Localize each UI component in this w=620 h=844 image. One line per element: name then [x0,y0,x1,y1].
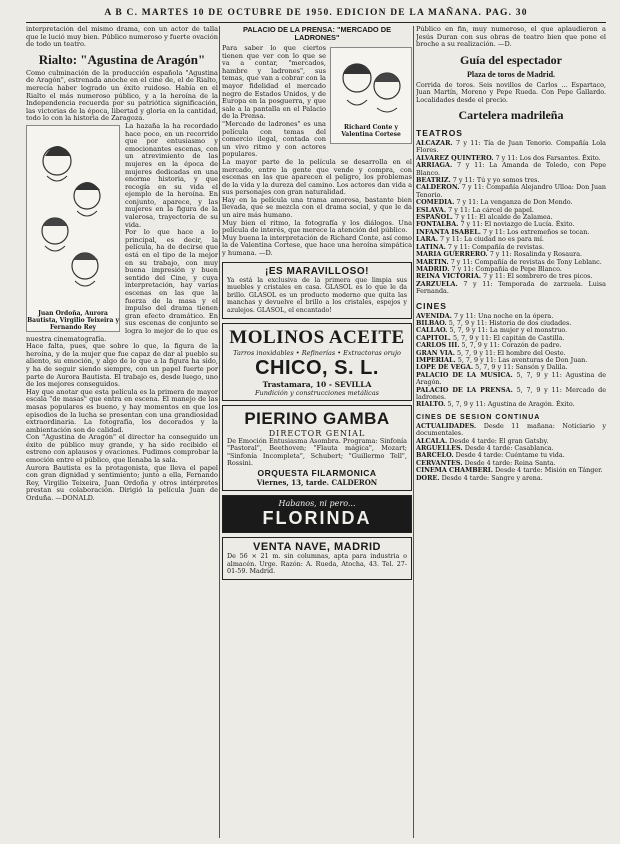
continua-entry-venue: DORE. [416,473,440,482]
cast-sketch-icon [27,126,119,306]
continua-entry-listing: Desde 4 tarde: Sangre y arena. [441,473,543,482]
teatro-entry-venue: LARA. [416,235,438,244]
cine-entry-venue: LOPE DE VEGA. [416,363,474,372]
article-paragraph: Hay en la película una trama amorosa, bastante bien llevada, que se mezcla con el drama social, y que le da un aire más humano. [222,195,412,220]
cine-entry-venue: AVENIDA. [416,311,452,320]
ad-molinos-footer: Fundición y construcciones metálicas [255,388,379,397]
article-paragraph: Aurora Bautista es la protagonista, que lleva el papel con gran dignidad y sentimiento; junto a ella, Fernando Rey, Virgilio Teixeira, Juan Ordoña y otros intérpretes prestan su colaboración. Dirigió la película Juan de Orduña. —DONALD. [26,463,218,503]
article-paragraph: Para saber lo que ciertos tienen que ver con lo que se va a contar, "mercados, hambre y ladrones", sus temas, que van a cobrar con la mayor fidelidad el mercado negro de Estados Unidos, y de Europa en la posguerra, y que sale a la pantalla en el Palacio de la Prensa. [222,44,326,121]
teatro-entry-listing: 7 y 11: Compañía Alejandro Ulloa: Don Juan Tenorio. [416,183,606,199]
cines-list [416,313,606,409]
ad-gamba-orchestra: ORQUESTA FILARMONICA [257,467,377,478]
cines-heading: CINES [416,300,447,311]
teatro-entry-venue: ESLAVA. [416,205,447,214]
cine-entry [416,401,606,408]
teatro-entry [416,281,606,296]
cine-entry-venue: PALACIO DE LA MUSICA. [416,370,513,379]
ad-molinos-title: MOLINOS ACEITE [229,326,405,348]
teatro-entry [416,184,606,199]
continua-entry [416,475,606,482]
article-paragraph: Hace falta, pues, que sobre lo que, la figura de la heroína, y de la mujer que fue capaz de dar al pueblo su aliento, su emoción, y algo de lo que a la figura ha sido, y ha de seguir siendo siempre, con un papel fuerte por parte de Aurora Bautista. El trabajo es, desde luego, uno de los mejores conseguidos. [26,342,218,389]
continua-entry-listing: Desde 4 tarde: Reina Santa. [464,458,556,467]
cine-entry-listing: 5, 7, 9 y 11: Agustina de Aragón. Éxito. [447,400,575,409]
teatro-entry-venue: MARTIN. [416,257,449,266]
cine-entry-listing: 5, 7, 9 y 11: Mercado de ladrones. [416,385,606,401]
ad-florinda-brand: FLORINDA [262,507,372,528]
continua-entry [416,423,606,438]
teatro-entry-venue: FONTALBA. [416,220,459,229]
teatro-entry-venue: ARRIAGA. [416,161,453,170]
cine-entry-listing: 5, 7, 9 y 11: Sansón y Dalila. [475,363,568,372]
intro-text: Público en fin, muy numeroso, el que aplaudieron a Jesús Duran con sus obras de teatro bien que pone el broche a su realización. —D. [416,26,606,49]
teatro-entry-listing: 7 y 11: Los extremeños se tocan. [482,227,590,236]
actors-sketch-icon [331,48,411,120]
teatro-entry-listing: 7 y 11: Los dos Farsantes. Éxito. [495,153,601,162]
teatro-entry-listing: 7 y 11: La Amanda de Toledo, con Pepe Blanco. [416,161,606,177]
ad-florinda-tagline: Habanos, ni pero... [278,498,356,508]
illustration-caption: Richard Conte y Valentina Cortese [341,124,401,138]
article-title-rialto: Rialto: "Agustina de Aragón" [38,51,206,67]
cine-entry-listing: 5, 7, 9 y 11: Las aventuras de Don Juan. [457,355,588,364]
ad-glasol-text: Ya está la exclusiva de la primera que limpia sus muebles y cristales en casa. GLASOL es lo que le da brillo. GLASOL es un producto moderno que quita las manchas y devuelve el brillo a los cristales, espejos y azulejos. GLASOL, el encantado! [227,276,407,314]
cine-entry-venue: PALACIO DE LA PRENSA. [416,385,513,394]
teatro-entry-listing: 7 y 11: La ciudad no es para mí. [440,235,544,244]
continua-entry-listing: Desde 4 tarde: Cuéntame tu vida. [455,451,565,460]
ad-glasol-title: ¡ES MARAVILLOSO! [265,265,369,277]
cine-entry-listing: 5, 7, 9 y 11: Corazón de padre. [461,341,562,350]
article-paragraph: La hazaña la ha recordado hace poco, en un recorrido que por entusiasmo y emocionantes escenas, con un atrevimiento de las mujeres en la época de mujeres dedicadas en una enorme historia, y que recogía en su vida el ejemplo de la heroína. En conjunto, aparece, y las mujeres en la figura de la valerosa, trayectoria de su vida. [125,121,218,229]
teatro-entry-listing: 7 y 11: Rosalinda y Rosaura. [489,250,583,259]
cine-entry-venue: CARLOS III. [416,341,460,350]
article-paragraph: Por lo que hace a lo principal, es decir, la película, ha de decirse que está en el tipo de la mejor en su trabajo, con muy buena impresión y buen sentido del Cine, y cuya interpretación, hay varias escenas en las que la fuerza de la masa y el impulso del drama tienen gran efecto dramático. En sus escenas de conjunto se logra lo mejor de lo que es nuestra cinematografía. [26,228,218,343]
teatro-entry-venue: CALDERON. [416,183,460,192]
cine-entry-listing: 5, 7, 9 y 11: Agustina de Aragón. [416,370,606,387]
teatros-heading: TEATROS [416,128,463,138]
cine-entry-listing: 5, 7, 9 y 11: La mujer y el monstruo. [449,326,568,335]
article-paragraph: La mayor parte de la película se desarrolla en el mercado, entre la gente que vende y compra, con escenas en las que aparecen el peligro, los problemas de la vida y la dureza del camino. Los actores dan vida a sus personajes con gran naturalidad. [222,157,412,197]
continua-entry-venue: ALCALA. [416,436,448,445]
plaza-title: Plaza de toros de Madrid. [466,69,556,79]
teatro-entry-venue: ALVAREZ QUINTERO. [416,153,494,162]
continua-entry-listing: Desde 4 tarde: Casablanca. [464,444,554,453]
teatro-entry [416,162,606,177]
column-left [26,26,218,838]
ad-molinos-line: Tarros inoxidables • Refinerías • Extractoras orujo [233,348,401,357]
continua-entry-venue: BARCELO. [416,451,454,460]
ad-gamba-title: PIERINO GAMBA [244,408,390,428]
cine-entry-listing: 5, 7, 9 y 11: Historia de dos ciudades. [448,318,572,327]
teatro-entry-venue: REINA VICTORIA. [416,272,482,281]
ad-gamba-subtitle: DIRECTOR GENIAL [268,428,366,438]
intro-text: interpretación del mismo drama, con un actor de talla que le lució muy bien. Público numeroso y fuerte ovación de todo un teatro. [26,26,218,49]
teatros-list [416,140,606,296]
teatro-entry-venue: COMEDIA. [416,198,455,207]
article-paragraph: Hay que anotar que esta película es la primera de mayor escala "de masas" que entra en escena. El manejo de las masas populares es bueno, y hay momentos en que los episodios de la lucha se presentan con una grandiosidad extraordinaria. La fotografía, los decorados y la ambientación son de calidad. [26,387,218,434]
teatro-entry-venue: MARIA GUERRERO. [416,250,488,259]
cine-entry-venue: GRAN VIA. [416,348,455,357]
cine-entry-venue: CALLAO. [416,326,448,335]
cine-entry-venue: IMPERIAL. [416,355,456,364]
guide-title: Guía del espectador [460,52,562,67]
article-paragraph: Muy buena la interpretación de Richard Conte, así como la de Valentina Cortese, que hace una heroína simpática y humana. —D. [222,233,412,258]
teatro-entry-listing: 7 y 11: El alcalde de Zalamea. [454,213,553,222]
teatro-entry-listing: 7 y 11: Tía de Juan Tenorio. Compañía Lola Flores. [416,139,606,155]
teatro-entry-listing: 7 y 11: El noviazgo de Lucía. Éxito. [460,220,575,229]
article-paragraph: Como culminación de la producción española "Agustina de Aragón", estrenada anoche en el cine de, el de Rialto, merecía haber logrado un éxito ruidoso. Había en el Rialto el más numeroso público, y a la heroína de la Independencia recuerda por su patriótica significación, las victorias de la época, libertad y gloria en la cantidad, todo lo con la historia de Zaragoza. [26,68,218,123]
article-paragraph: "Mercado de ladrones" es una película con temas del comercio ilegal, contada con un vivo ritmo y con actores populares. [222,119,326,159]
teatro-entry-venue: MADRID. [416,264,450,273]
cine-entry-listing: 5, 7, 9 y 11: El hombre del Oeste. [456,348,566,357]
cine-entry-venue: CAPITOL. [416,333,451,342]
continua-entry-listing: Desde 4 tarde: El gran Gatsby. [449,436,549,445]
plaza-text: Corrida de toros. Seis novillos de Carlos ... Espartaco, Juan Martín, Moreno y Pepe Rueda. Con Pepe Gallardo. Localidades desde el precio. [416,80,606,104]
ad-molinos-brand: CHICO, S. L. [255,356,379,379]
ad-florinda [222,495,412,533]
page-header: A B C. MARTES 10 DE OCTUBRE DE 1950. EDICION DE LA MAÑANA. PAG. 30 [26,6,606,23]
article-paragraph: Muy bien el ritmo, la fotografía y los diálogos. Una película de interés, que merece la atención del público. [222,218,412,235]
cartelera-title: Cartelera madrileña [458,108,564,122]
teatro-entry-venue: ZARZUELA. [416,279,458,288]
ad-glasol [222,262,412,319]
continua-list [416,423,606,482]
teatro-entry-venue: ESPAÑOL. [416,213,453,222]
teatro-entry-listing: 7 y 11: Compañía de Pepe Blanco. [451,264,562,273]
continua-entry-listing: Desde 11 mañana: Noticiario y documentales. [416,421,606,438]
continua-entry-listing: Desde 4 tarde: Misión en Tánger. [495,466,603,475]
continua-entry-venue: ACTUALIDADES. [416,421,477,430]
article-paragraph: Con "Agustina de Aragón" el director ha conseguido un éxito de público muy grande, y ha sido recibido el estreno con aplausos y ovaciones. Pudimos comprobar la emoción entre el público, que llenaba la sala. [26,433,218,465]
continua-entry-venue: CINEMA CHAMBERI. [416,466,493,475]
continua-entry-venue: ARGUELLES. [416,444,463,453]
teatro-entry-venue: LATINA. [416,242,446,251]
column-right [416,26,606,838]
teatro-entry-venue: ALCAZAR. [416,139,453,147]
teatro-entry-listing: 7 y 11: Compañía de revistas. [447,242,545,251]
teatro-entry-listing: 7 y 11: El sombrero de tres picos. [483,272,593,281]
ad-molinos-address: Trastamara, 10 - SEVILLA [262,379,372,389]
ad-venta-nave [222,537,412,580]
cine-entry-venue: RIALTO. [416,400,446,409]
cine-entry-listing: 5, 7, 9 y 11: El capitán de Castilla. [452,333,565,342]
illustration-conte-cortese [330,47,412,144]
continua-entry-venue: CERVANTES. [416,458,463,467]
continua-heading: CINES DE SESION CONTINUA [416,413,541,421]
column-divider [219,26,220,838]
illustration-cast [26,125,120,332]
ad-gamba-text: De Emoción Entusiasma Asombra. Programa: Sinfonía "Pastoral", Beethoven; "Flauta mágica", Mozart; "Sinfonía Incompleta", Schubert; "Guillermo Tell", Rossini. [227,436,407,468]
ad-pierino-gamba [222,405,412,491]
cine-entry [416,372,606,387]
teatro-entry-listing: 7 y 11: La venganza de Don Mendo. [456,198,573,207]
column-divider [413,26,414,838]
teatro-entry-listing: 7 y 11: La cárcel de papel. [448,205,534,214]
teatro-entry-venue: BEATRIZ. [416,176,451,185]
teatro-entry-venue: INFANTA ISABEL. [416,227,481,236]
teatro-entry-listing: 7 y 11: Tú y yo somos tres. [452,176,540,185]
cine-entry-venue: BILBAO. [416,318,447,327]
cine-entry-listing: 7 y 11: Una noche en la ópera. [453,311,554,320]
teatro-entry [416,140,606,155]
ad-molinos [222,323,412,401]
ad-gamba-date: Viernes, 13, tarde. CALDERON [256,477,378,487]
illustration-caption: Juan Ordoña, Aurora Bautista, Virgilio Teixeira y Fernando Rey [27,309,119,331]
ad-nave-text: De 56 × 21 m. sin columnas, apta para industria o almacén. Urge. Razón: A. Rueda, Atocha, 43. Tel. 27-01-59. Madrid. [227,551,407,576]
ad-nave-title: VENTA NAVE, MADRID [253,540,381,553]
teatro-entry-listing: 7 y 11: Temporada de zarzuela. Luisa Fernanda. [416,279,606,296]
teatro-entry-listing: 7 y 11: Compañía de revistas de Tony Leblanc. [450,257,602,266]
column-middle [222,26,412,838]
article-title-palacio: PALACIO DE LA PRENSA: "MERCADO DE LADRONES" [242,26,392,42]
